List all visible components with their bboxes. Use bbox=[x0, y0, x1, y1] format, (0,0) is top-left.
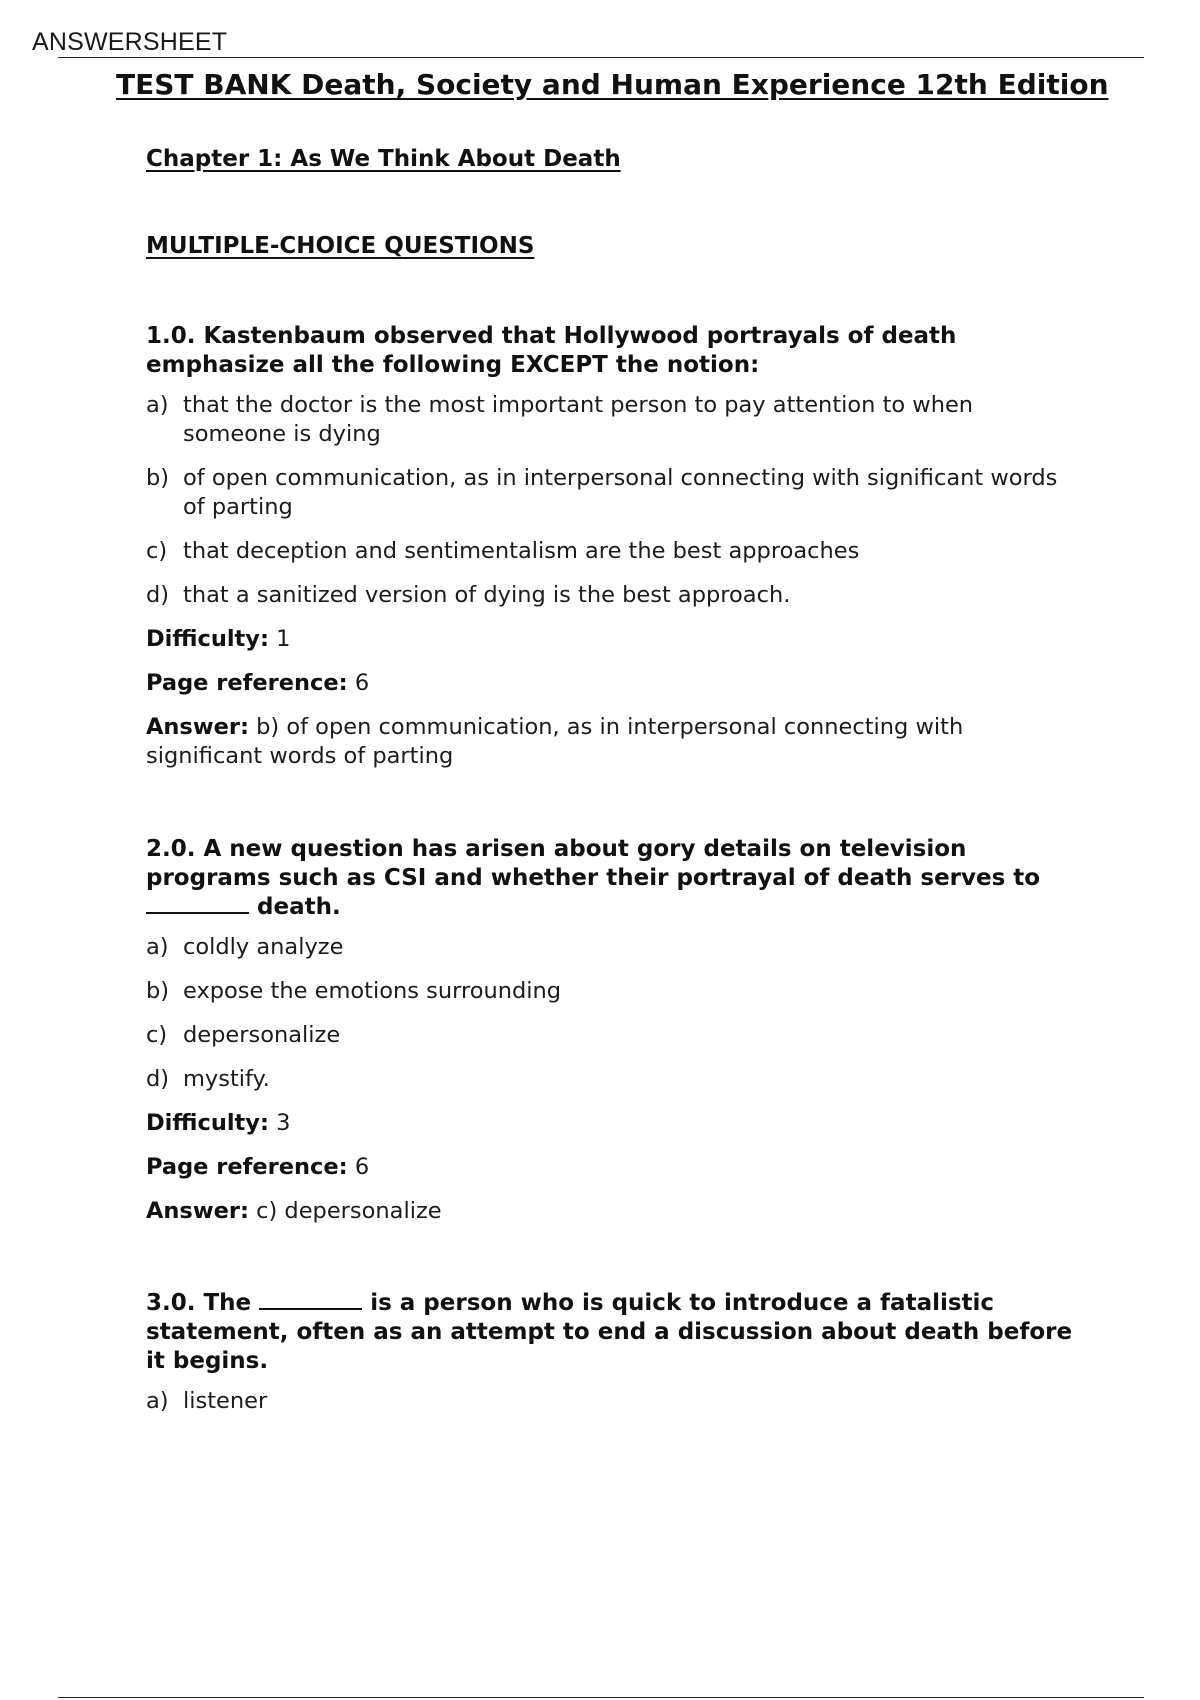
answer bbox=[146, 713, 1076, 771]
option-text: that a sanitized version of dying is the best approach. bbox=[183, 582, 791, 608]
option-letter: a) bbox=[146, 934, 169, 960]
option-letter: c) bbox=[146, 538, 168, 564]
page-reference-label: Page reference: bbox=[146, 1154, 348, 1180]
question-stem: 1.0. Kastenbaum observed that Hollywood portrayals of death emphasize all the following EXCEPT the notion: bbox=[146, 323, 957, 378]
difficulty-label: Difficulty: bbox=[146, 626, 269, 652]
option-b bbox=[146, 977, 1096, 1006]
option-text: depersonalize bbox=[183, 1022, 341, 1048]
option-d bbox=[146, 581, 1096, 610]
question-3 bbox=[146, 1289, 1096, 1431]
option-letter: a) bbox=[146, 392, 169, 418]
difficulty-value: 1 bbox=[276, 626, 291, 652]
option-letter: d) bbox=[146, 1066, 170, 1092]
answer-label: Answer: bbox=[146, 1198, 249, 1224]
answer-options bbox=[146, 933, 1096, 1094]
option-a bbox=[146, 391, 1096, 449]
fill-in-blank bbox=[146, 893, 249, 914]
answersheet-header: ANSWERSHEET bbox=[32, 28, 228, 56]
answer-value: c) depersonalize bbox=[256, 1198, 442, 1224]
page-reference bbox=[146, 1153, 1096, 1182]
stem-text: is a person who is quick to introduce a fatalistic statement, often as an attempt to end a discussion about death before it begins. bbox=[146, 1290, 1073, 1374]
page-reference-value: 6 bbox=[354, 1154, 370, 1180]
page-reference-label: Page reference: bbox=[146, 670, 348, 696]
question-2 bbox=[146, 835, 1096, 1241]
option-text: coldly analyze bbox=[183, 934, 344, 960]
stem-text: 3.0. The bbox=[146, 1290, 252, 1316]
header-divider bbox=[58, 57, 1144, 58]
answer bbox=[146, 1197, 1076, 1226]
option-text: of open communication, as in interpersonal connecting with significant words of parting bbox=[183, 465, 1058, 520]
option-b bbox=[146, 464, 1096, 522]
option-text: mystify. bbox=[183, 1066, 270, 1092]
question-stem bbox=[146, 835, 1096, 922]
option-text: expose the emotions surrounding bbox=[183, 978, 562, 1004]
option-text: listener bbox=[183, 1388, 268, 1414]
question-stem bbox=[146, 1289, 1096, 1376]
option-text: that the doctor is the most important person to pay attention to when someone is dying bbox=[183, 392, 974, 447]
option-a bbox=[146, 933, 1096, 962]
option-letter: b) bbox=[146, 465, 170, 491]
answer-options bbox=[146, 391, 1096, 610]
answer-options bbox=[146, 1387, 1096, 1416]
option-c bbox=[146, 1021, 1096, 1050]
answer-value: b) of open communication, as in interpersonal connecting with significant words of parting bbox=[146, 714, 964, 769]
difficulty-label: Difficulty: bbox=[146, 1110, 269, 1136]
footer-divider bbox=[58, 1697, 1144, 1698]
option-a bbox=[146, 1387, 1096, 1416]
option-text: that deception and sentimentalism are the best approaches bbox=[183, 538, 860, 564]
option-letter: b) bbox=[146, 978, 170, 1004]
section-title: MULTIPLE-CHOICE QUESTIONS bbox=[146, 233, 535, 259]
answer-label: Answer: bbox=[146, 714, 249, 740]
page-reference bbox=[146, 669, 1096, 698]
option-c bbox=[146, 537, 1096, 566]
fill-in-blank bbox=[259, 1289, 362, 1310]
option-letter: a) bbox=[146, 1388, 169, 1414]
page-reference-value: 6 bbox=[354, 670, 370, 696]
option-d bbox=[146, 1065, 1096, 1094]
option-letter: d) bbox=[146, 582, 170, 608]
chapter-title: Chapter 1: As We Think About Death bbox=[146, 146, 621, 172]
question-1 bbox=[146, 322, 1096, 786]
difficulty bbox=[146, 1109, 1096, 1138]
stem-text: 2.0. A new question has arisen about gory details on television programs such as CSI and whether their portrayal of death serves to bbox=[146, 836, 1041, 891]
document-title: TEST BANK Death, Society and Human Experience 12th Edition bbox=[116, 68, 1109, 101]
difficulty-value: 3 bbox=[276, 1110, 291, 1136]
stem-text: death. bbox=[257, 894, 341, 920]
difficulty bbox=[146, 625, 1096, 654]
option-letter: c) bbox=[146, 1022, 168, 1048]
